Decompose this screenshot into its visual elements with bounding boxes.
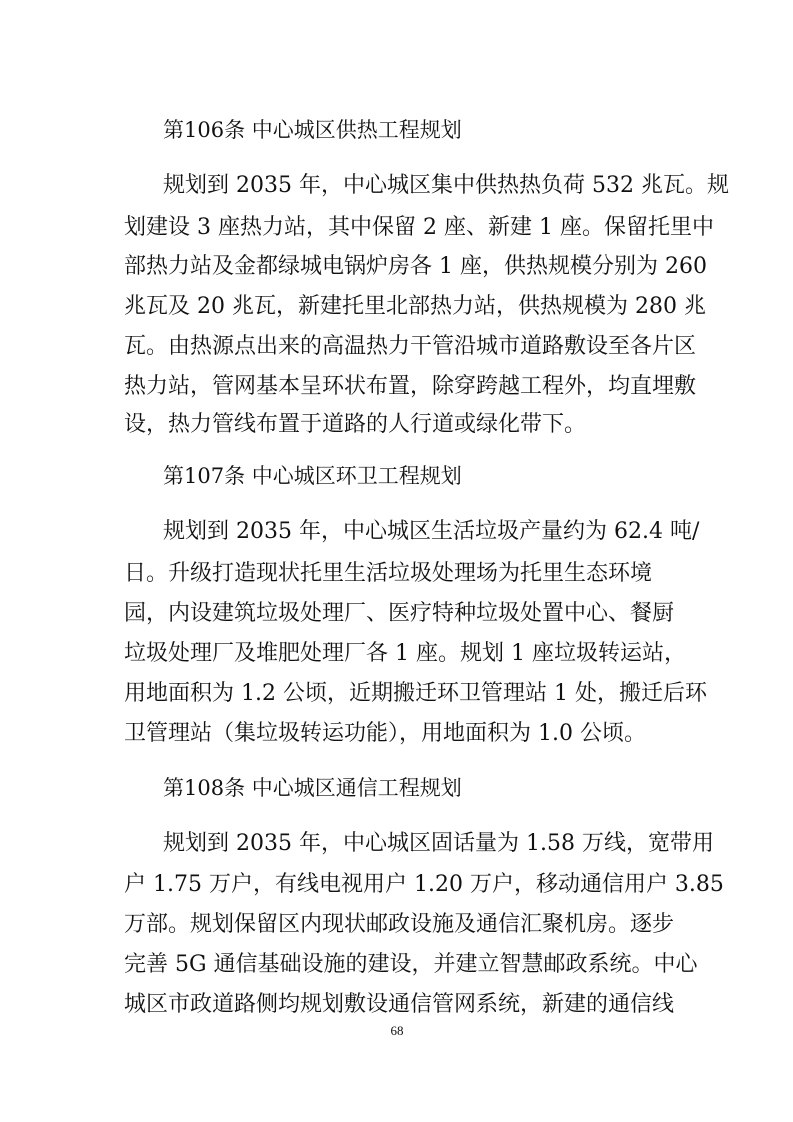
paragraph-line: 完善 5G 通信基础设施的建设，并建立智慧邮政系统。中心 — [124, 952, 698, 977]
paragraph-line: 热力站，管网基本呈环状布置，除穿跨越工程外，均直埋敷 — [124, 374, 697, 399]
paragraph-line: 城区市政道路侧均规划敷设通信管网系统，新建的通信线 — [124, 992, 675, 1017]
paragraph-line: 用地面积为 1.2 公顷，近期搬迁环卫管理站 1 处，搬迁后环 — [124, 681, 707, 706]
section-heading-107: 第107条 中心城区环卫工程规划 — [163, 464, 462, 488]
paragraph-line: 垃圾处理厂及堆肥处理厂各 1 座。规划 1 座垃圾转运站， — [124, 641, 686, 666]
paragraph-line: 规划到 2035 年，中心城区集中供热热负荷 532 兆瓦。规 — [163, 173, 729, 198]
paragraph-line: 瓦。由热源点出来的高温热力干管沿城市道路敷设至各片区 — [124, 334, 697, 359]
paragraph-line: 万部。规划保留区内现状邮政设施及通信汇聚机房。逐步 — [124, 912, 675, 937]
paragraph-line: 划建设 3 座热力站，其中保留 2 座、新建 1 座。保留托里中 — [124, 215, 714, 240]
page-number: 68 — [390, 1023, 404, 1038]
section-heading-108: 第108条 中心城区通信工程规划 — [163, 776, 462, 800]
paragraph-line: 日。升级打造现状托里生活垃圾处理场为托里生态环境 — [124, 561, 653, 586]
paragraph-line: 部热力站及金都绿城电锅炉房各 1 座，供热规模分别为 260 — [124, 254, 707, 279]
section-heading-106: 第106条 中心城区供热工程规划 — [163, 118, 462, 142]
paragraph-line: 园，内设建筑垃圾处理厂、医疗特种垃圾处置中心、餐厨 — [124, 601, 675, 626]
paragraph-line: 规划到 2035 年，中心城区生活垃圾产量约为 62.4 吨/ — [163, 519, 700, 544]
paragraph-line: 户 1.75 万户，有线电视用户 1.20 万户，移动通信用户 3.85 — [124, 872, 724, 897]
paragraph-line: 兆瓦及 20 兆瓦，新建托里北部热力站，供热规模为 280 兆 — [124, 294, 706, 319]
paragraph-line: 规划到 2035 年，中心城区固话量为 1.58 万线，宽带用 — [163, 831, 714, 856]
paragraph-line: 卫管理站（集垃圾转运功能），用地面积为 1.0 公顷。 — [124, 721, 646, 746]
paragraph-line: 设，热力管线布置于道路的人行道或绿化带下。 — [124, 412, 587, 437]
